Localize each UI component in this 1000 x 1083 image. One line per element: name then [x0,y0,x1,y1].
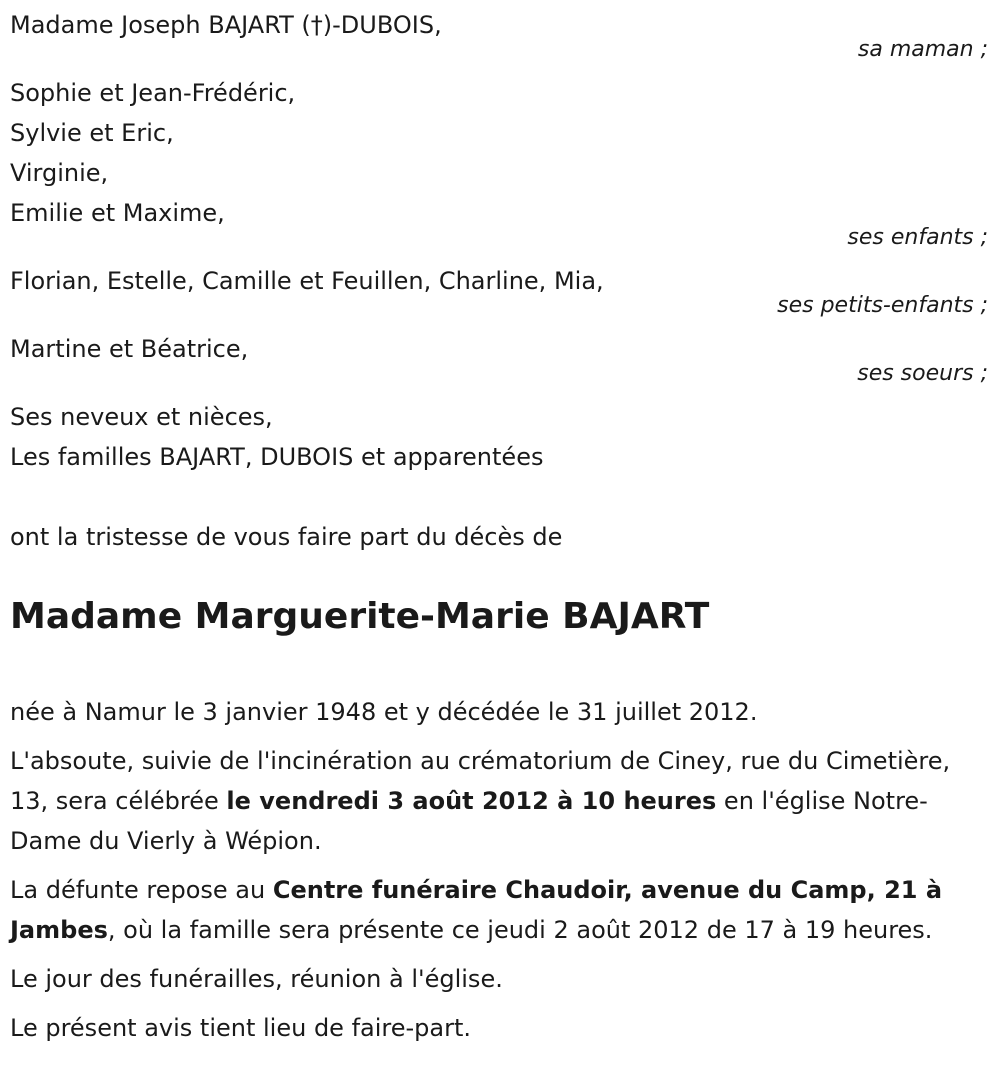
child-line: Virginie, [10,159,109,187]
ceremony-text-start: L'absoute, suivie de l'incinération au crématorium de Ciney, rue du Cimetière, 13, sera célébrée [10,747,951,815]
ceremony-text-end: en l'église Notre-Dame du Vierly à Wépion. [10,787,928,855]
child-line: Emilie et Maxime, [10,199,225,227]
children-role: ses enfants ; [847,225,988,250]
deceased-name: Madame Marguerite-Marie BAJART [10,596,710,637]
sisters-line: Martine et Béatrice, [10,335,249,363]
ceremony-date: le vendredi 3 août 2012 à 10 heures [226,787,717,815]
obituary-notice [0,5,1000,1083]
repose-place: Centre funéraire Chaudoir, avenue du Camp, 21 à Jambes [10,876,943,944]
repose-text-start: La défunte repose au [10,876,273,904]
announcement-text: ont la tristesse de vous faire part du décès de [10,523,563,551]
repose-paragraph [10,870,990,950]
families-line: Les familles BAJART, DUBOIS et apparentées [10,443,544,471]
mother-line: Madame Joseph BAJART (†)-DUBOIS, [10,11,442,39]
grandchildren-line: Florian, Estelle, Camille et Feuillen, Charline, Mia, [10,267,604,295]
ceremony-paragraph [10,741,990,861]
child-line: Sophie et Jean-Frédéric, [10,79,296,107]
repose-text-end: , où la famille sera présente ce jeudi 2 août 2012 de 17 à 19 heures. [107,916,933,944]
mother-role: sa maman ; [857,37,988,62]
child-line: Sylvie et Eric, [10,119,174,147]
grandchildren-role: ses petits-enfants ; [777,293,988,318]
notice-paragraph: Le présent avis tient lieu de faire-part. [10,1014,472,1042]
birth-death-paragraph: née à Namur le 3 janvier 1948 et y décédée le 31 juillet 2012. [10,698,758,726]
sisters-role: ses soeurs ; [857,361,988,386]
nephews-line: Ses neveux et nièces, [10,403,273,431]
funeral-meeting-paragraph: Le jour des funérailles, réunion à l'église. [10,965,503,993]
